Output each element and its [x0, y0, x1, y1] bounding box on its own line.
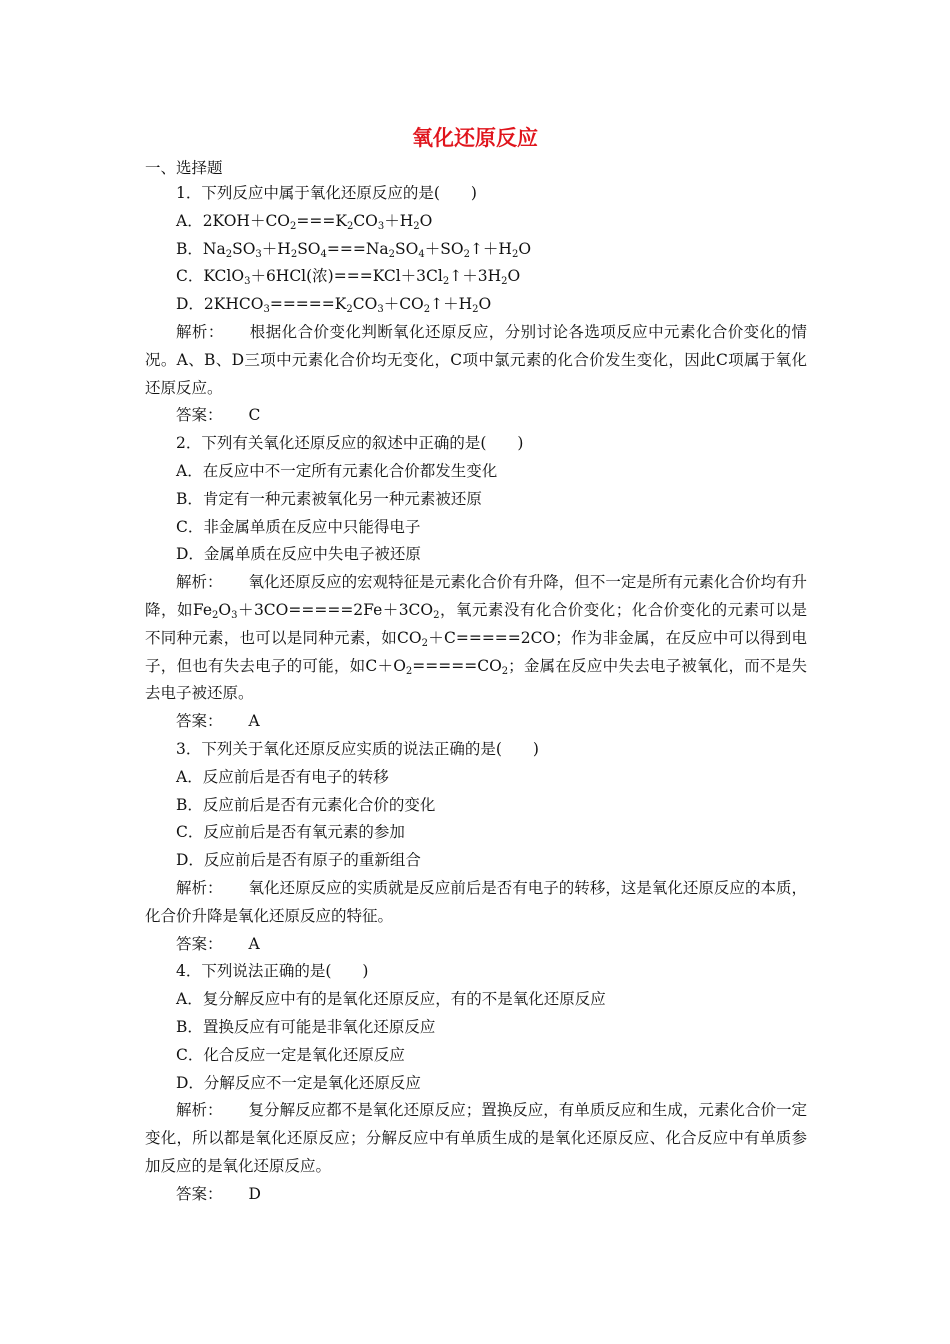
question-3-stem: 3．下列关于氧化还原反应实质的说法正确的是( )	[176, 739, 539, 758]
question-3-option-c: C．反应前后是否有氧元素的参加	[176, 823, 405, 842]
question-4-option-b: B．置换反应有可能是非氧化还原反应	[176, 1017, 436, 1036]
page-title: 氧化还原反应	[412, 126, 538, 150]
question-4-option-c: C．化合反应一定是氧化还原反应	[176, 1045, 405, 1064]
question-2-option-d: D．金属单质在反应中失电子被还原	[176, 545, 421, 564]
question-1-answer: 答案： C	[176, 406, 261, 425]
question-4-option-a: A．复分解反应中有的是氧化还原反应，有的不是氧化还原反应	[176, 990, 606, 1009]
question-1-analysis: 解析： 根据化合价变化判断氧化还原反应，分别讨论各选项反应中元素化合价变化的情况。A、B、D三项中元素化合价均无变化，C项中氯元素的化合价发生变化，因此C项属于氧化还原反应。	[145, 322, 807, 397]
question-4-answer: 答案： D	[176, 1184, 261, 1203]
question-4-analysis: 解析： 复分解反应都不是氧化还原反应；置换反应，有单质反应和生成，元素化合价一定变化，所以都是氧化还原反应；分解反应中有单质生成的是氧化还原反应、化合反应中有单质参加反应的是氧化还原反应。	[145, 1101, 807, 1175]
question-1-option-b: B．$Na_2SO_3+H_2SO_4===Na_2SO_4+SO_2↑+H_2O$	[176, 239, 532, 260]
question-2-stem: 2．下列有关氧化还原反应的叙述中正确的是( )	[176, 434, 524, 453]
question-1-option-a: A．$2KOH+CO_2===K_2CO_3+H_2O$	[176, 211, 433, 232]
question-2-option-b: B．肯定有一种元素被氧化另一种元素被还原	[176, 489, 482, 508]
question-3-option-d: D．反应前后是否有原子的重新组合	[176, 851, 421, 870]
question-1-option-d: D．$2KHCO_3=====K_2CO_3+CO_2↑+H_2O$	[176, 295, 492, 316]
question-3-option-b: B．反应前后是否有元素化合价的变化	[176, 795, 436, 814]
question-1-option-c: C．KClO$_3$＋6HCl(浓)$===KCl+3Cl_2↑+3H_2O$	[176, 267, 521, 288]
question-3-option-a: A．反应前后是否有电子的转移	[176, 767, 389, 786]
question-2-option-a: A．在反应中不一定所有元素化合价都发生变化	[176, 461, 498, 480]
question-2-option-c: C．非金属单质在反应中只能得电子	[176, 517, 421, 536]
section-heading: 一、选择题	[145, 159, 223, 177]
question-4-stem: 4．下列说法正确的是( )	[176, 962, 369, 981]
question-2-analysis: 解析： 氧化还原反应的宏观特征是元素化合价有升降，但不一定是所有元素化合价均有升降，如$Fe_2O_3+3CO=====2Fe+3CO_2$，氧元素没有化合价变化；化合价变化的元素可以是不同种元素，也可以是同种元素，如$CO_2+C=====2CO$；作为非金属，在反应中可以得到电子，但也有失去电子的可能，如$C+O_2=====CO_2$；金属在反应中失去电子被氧化，而不是失去电子被还原。	[145, 573, 807, 703]
question-4-option-d: D．分解反应不一定是氧化还原反应	[176, 1073, 421, 1092]
question-3-answer: 答案： A	[176, 934, 260, 953]
question-3-analysis: 解析： 氧化还原反应的实质就是反应前后是否有电子的转移，这是氧化还原反应的本质，化合价升降是氧化还原反应的特征。	[145, 878, 807, 925]
document-body	[145, 180, 807, 1208]
question-2-answer: 答案： A	[176, 712, 260, 731]
question-1-stem: 1．下列反应中属于氧化还原反应的是( )	[176, 184, 477, 202]
